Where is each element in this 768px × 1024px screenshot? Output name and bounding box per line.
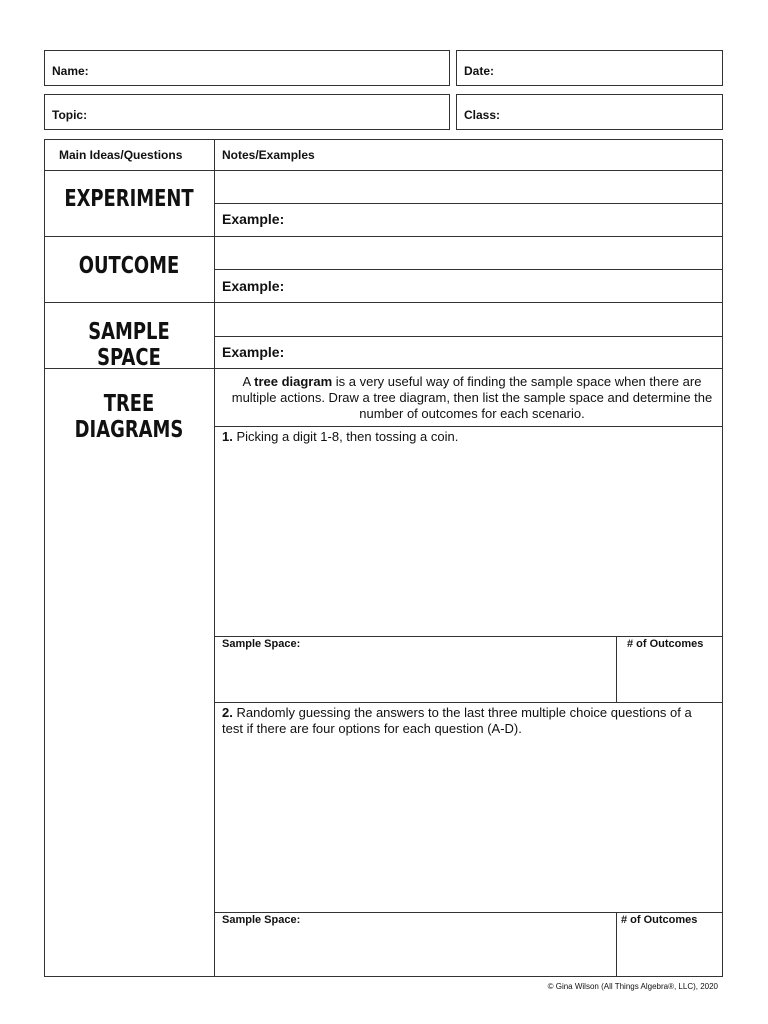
problem-1-text: Picking a digit 1-8, then tossing a coin. — [236, 429, 459, 444]
problem-2-number: 2. — [222, 705, 233, 720]
topic-label: Topic: — [52, 108, 88, 122]
tree-diagram-intro — [222, 374, 722, 422]
copyright-notice: © Gina Wilson (All Things Algebra®, LLC), 2020 — [547, 982, 718, 991]
sample-space-notes-line — [214, 336, 722, 337]
name-field[interactable] — [44, 50, 450, 86]
name-label: Name: — [52, 64, 89, 78]
problem-1 — [222, 429, 702, 445]
column-divider — [214, 140, 215, 976]
topic-field[interactable] — [44, 94, 450, 130]
problem-2-text: Randomly guessing the answers to the last three multiple choice questions of a test if there are four options for each question (A-D). — [222, 705, 692, 736]
experiment-notes-line — [214, 203, 722, 204]
section-divider — [45, 236, 722, 237]
intro-rest: is a very useful way of finding the sample space when there are multiple actions. Draw a tree diagram, then list the sample space and determine the number of outcomes for each scenario. — [231, 374, 713, 421]
main-ideas-header: Main Ideas/Questions — [59, 148, 183, 162]
class-field[interactable] — [456, 94, 723, 130]
section-divider — [45, 302, 722, 303]
intro-prefix: A — [242, 374, 255, 389]
section-divider — [45, 368, 722, 369]
class-label: Class: — [464, 108, 501, 122]
problem-1-sample-space-label: Sample Space: — [222, 638, 301, 650]
date-label: Date: — [464, 64, 495, 78]
outcome-example-label: Example: — [222, 278, 285, 294]
problem-1-outcomes-label: # of Outcomes — [627, 638, 704, 650]
problem-2-outcomes-divider — [616, 912, 617, 976]
problem-2-sample-space-label: Sample Space: — [222, 914, 301, 926]
term-experiment: EXPERIMENT — [64, 186, 194, 212]
intro-divider — [214, 426, 722, 427]
sample-space-example-label: Example: — [222, 344, 285, 360]
term-sample-space: SAMPLE SPACE — [88, 319, 170, 371]
notes-table — [44, 139, 723, 977]
problem-1-answer-divider — [214, 636, 722, 637]
problem-1-outcomes-divider — [616, 636, 617, 702]
outcome-notes-line — [214, 269, 722, 270]
term-outcome: OUTCOME — [78, 253, 180, 279]
intro-bold-term: tree diagram — [254, 374, 333, 389]
header-divider — [45, 170, 722, 171]
date-field[interactable] — [456, 50, 723, 86]
problem-2-outcomes-label: # of Outcomes — [621, 914, 698, 926]
experiment-example-label: Example: — [222, 211, 285, 227]
notes-examples-header: Notes/Examples — [222, 148, 315, 162]
problem-divider — [214, 702, 722, 703]
problem-2 — [222, 705, 702, 737]
problem-1-number: 1. — [222, 429, 233, 444]
problem-2-answer-divider — [214, 912, 722, 913]
term-tree-diagrams: TREE DIAGRAMS — [74, 391, 184, 443]
